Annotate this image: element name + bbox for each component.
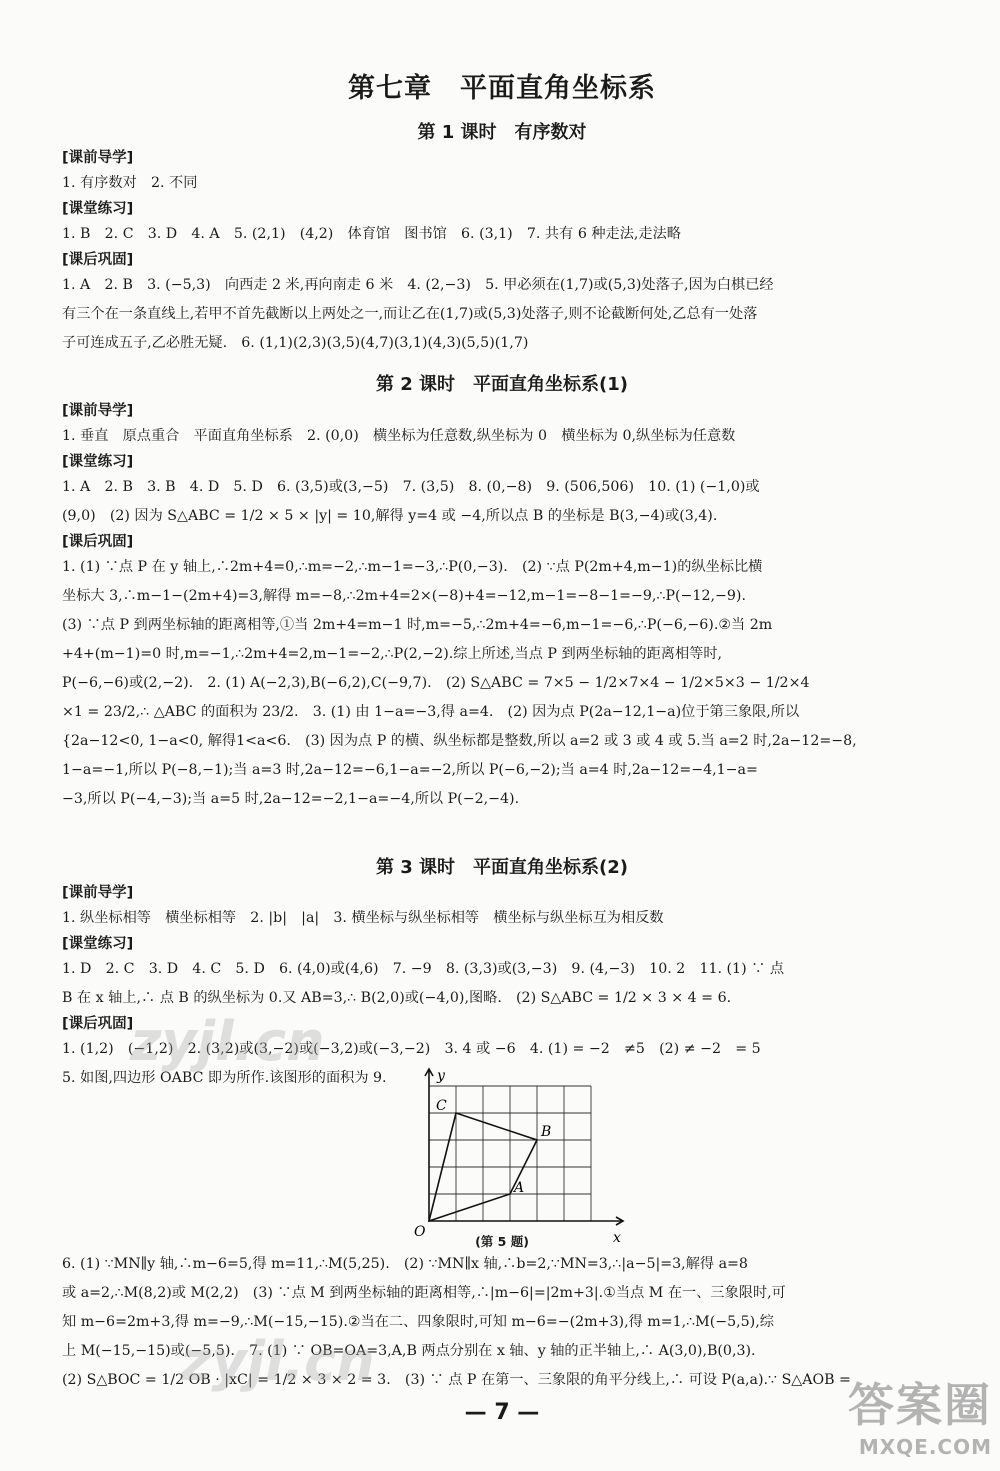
answer-line: B 在 x 轴上,∴ 点 B 的纵坐标为 0.又 AB=3,∴ B(2,0)或(−4,0),图略. (2) S△ABC = 1/2 × 3 × 4 = 6. xyxy=(62,990,732,1006)
corner-logo-sub: MXQE.COM xyxy=(858,1435,992,1459)
section-tag: [课前导学] xyxy=(62,885,134,901)
axes xyxy=(425,1069,623,1225)
lesson-title: 第 3 课时 平面直角坐标系(2) xyxy=(375,857,629,878)
answer-line: −3,所以 P(−4,−3);当 a=5 时,2a−12=−2,1−a=−4,所以 P(−2,−4). xyxy=(62,791,520,807)
answer-line: 有三个在一条直线上,若甲不首先截断以上两处之一,而让乙在(1,7)或(5,3)处落子,则不论截断何处,乙总有一处落 xyxy=(62,306,758,322)
point-b-label: B xyxy=(541,1124,552,1140)
watermark: zyjl.cn xyxy=(180,1330,375,1393)
after-figure-body xyxy=(62,1250,942,1395)
section-tag: [课后巩固] xyxy=(62,1016,134,1032)
section-tag: [课前导学] xyxy=(62,403,134,419)
answer-line: 1−a=−1,所以 P(−8,−1);当 a=3 时,2a−12=−6,1−a=−2,所以 P(−6,−2);当 a=4 时,2a−12=−4,1−a= xyxy=(62,762,758,778)
coordinate-grid-figure xyxy=(414,1064,637,1254)
answer-line: 1. A 2. B 3. B 4. D 5. D 6. (3,5)或(3,−5) 7. (3,5) 8. (0,−8) 9. (506,506) 10. (1) (−1,0)或 xyxy=(62,479,760,495)
answer-line: 5. 如图,四边形 OABC 即为所作.该图形的面积为 9. xyxy=(62,1070,387,1086)
section-tag: [课后巩固] xyxy=(62,534,134,550)
answer-line: 知 m−6=2m+3,得 m=−9,∴M(−15,−15).②当在二、四象限时,可知 m−6=−(2m+3),得 m=1,∴M(−5,5),综 xyxy=(62,1314,774,1330)
answer-line: {2a−12<0, 1−a<0, 解得1<a<6. (3) 因为点 P 的横、纵坐标都是整数,所以 a=2 或 3 或 4 或 5.当 a=2 时,2a−12=−8, xyxy=(62,733,857,749)
answer-line: 坐标大 3,∴m−1−(2m+4)=3,解得 m=−8,∴2m+4=2×(−8)+4=−12,m−1=−8−1=−9,∴P(−12,−9). xyxy=(62,588,746,604)
chapter-title: 第七章 平面直角坐标系 xyxy=(348,73,656,104)
section-tag: [课后巩固] xyxy=(62,252,134,268)
answer-line: 1. (1) ∵点 P 在 y 轴上,∴2m+4=0,∴m=−2,∴m−1=−3,∴P(0,−3). (2) ∵点 P(2m+4,m−1)的纵坐标比横 xyxy=(62,559,763,575)
section-tag: [课前导学] xyxy=(62,150,134,166)
answer-line: 子可连成五子,乙必胜无疑. 6. (1,1)(2,3)(3,5)(4,7)(3,1)(4,3)(5,5)(1,7) xyxy=(62,335,529,351)
answer-line: 1. B 2. C 3. D 4. A 5. (2,1) (4,2) 体育馆 图书馆 6. (3,1) 7. 共有 6 种走法,走法略 xyxy=(62,226,681,242)
point-a-label: A xyxy=(514,1180,525,1196)
document-page xyxy=(62,0,942,1471)
answer-line: (2) S△BOC = 1/2 OB · |xC| = 1/2 × 3 × 2 = 3. (3) ∵ 点 P 在第一、三象限的角平分线上,∴ 可设 P(a,a).∵ S△AOB = xyxy=(62,1372,851,1388)
answer-line: 1. 垂直 原点重合 平面直角坐标系 2. (0,0) 横坐标为任意数,纵坐标为 0 横坐标为 0,纵坐标为任意数 xyxy=(62,428,736,444)
answer-line: (9,0) (2) 因为 S△ABC = 1/2 × 5 × |y| = 10,解得 y=4 或 −4,所以点 B 的坐标是 B(3,−4)或(3,4). xyxy=(62,508,718,524)
answer-line: 1. D 2. C 3. D 4. C 5. D 6. (4,0)或(4,6) 7. −9 8. (3,3)或(3,−3) 9. (4,−3) 10. 2 11. (1) ∵ 点 xyxy=(62,961,785,977)
lesson-2-body xyxy=(62,400,942,814)
y-axis-label: y xyxy=(437,1068,445,1084)
grid-lines xyxy=(429,1086,591,1221)
section-tag: [课堂练习] xyxy=(62,201,134,217)
origin-label: O xyxy=(414,1224,426,1240)
answer-line: 1. A 2. B 3. (−5,3) 向西走 2 米,再向南走 6 米 4. (2,−3) 5. 甲必须在(1,7)或(5,3)处落子,因为白棋已经 xyxy=(62,277,774,293)
answer-line: 上 M(−15,−15)或(−5,5). 7. (1) ∵ OB=OA=3,A,B 两点分别在 x 轴、y 轴的正半轴上,∴ A(3,0),B(0,3). xyxy=(62,1343,756,1359)
section-tag: [课堂练习] xyxy=(62,454,134,470)
x-axis-label: x xyxy=(613,1230,621,1246)
answer-line: P(−6,−6)或(2,−2). 2. (1) A(−2,3),B(−6,2),C(−9,7). (2) S△ABC = 7×5 − 1/2×7×4 − 1/2×5×3 − 1/2×4 xyxy=(62,675,810,691)
answer-line: ×1 = 23/2,∴ △ABC 的面积为 23/2. 3. (1) 由 1−a=−3,得 a=4. (2) 因为点 P(2a−12,1−a)位于第三象限,所以 xyxy=(62,704,800,720)
answer-line: 1. (1,2) (−1,2) 2. (3,2)或(3,−2)或(−3,2)或(−3,−2) 3. 4 或 −6 4. (1) = −2 ≠5 (2) ≠ −2 = 5 xyxy=(62,1041,761,1057)
lesson-1-body xyxy=(62,147,942,358)
section-tag: [课堂练习] xyxy=(62,936,134,952)
corner-logo xyxy=(848,1369,992,1459)
answer-line: 6. (1) ∵MN∥y 轴,∴m−6=5,得 m=11,∴M(5,25). (2) ∵MN∥x 轴,∴b=2,∵MN=3,∴|a−5|=3,解得 a=8 xyxy=(62,1256,748,1272)
lesson-title: 第 1 课时 有序数对 xyxy=(417,122,587,143)
watermark: zyjl.cn xyxy=(130,1010,325,1073)
figure-caption: (第 5 题) xyxy=(475,1234,529,1249)
answer-line: 或 a=2,∴M(8,2)或 M(2,2) (3) ∵点 M 到两坐标轴的距离相等,∴|m−6|=|2m+3|.①当点 M 在一、三象限时,可 xyxy=(62,1285,786,1301)
answer-line: 1. 纵坐标相等 横坐标相等 2. |b| |a| 3. 横坐标与纵坐标相等 横坐标与纵坐标互为相反数 xyxy=(62,910,664,926)
page-number: — 7 — xyxy=(464,1400,540,1425)
corner-logo-main: 答案圈 xyxy=(848,1378,992,1432)
point-c-label: C xyxy=(436,1098,447,1114)
lesson-3-body xyxy=(62,882,942,1093)
answer-line: +4+(m−1)=0 时,m=−1,∴2m+4=2,m−1=−2,∴P(2,−2).综上所述,当点 P 到两坐标轴的距离相等时, xyxy=(62,646,723,662)
lesson-title: 第 2 课时 平面直角坐标系(1) xyxy=(375,374,629,395)
answer-line: 1. 有序数对 2. 不同 xyxy=(62,175,198,191)
answer-line: (3) ∵点 P 到两坐标轴的距离相等,①当 2m+4=m−1 时,m=−5,∴2m+4=−6,m−1=−6,∴P(−6,−6).②当 2m xyxy=(62,617,773,633)
